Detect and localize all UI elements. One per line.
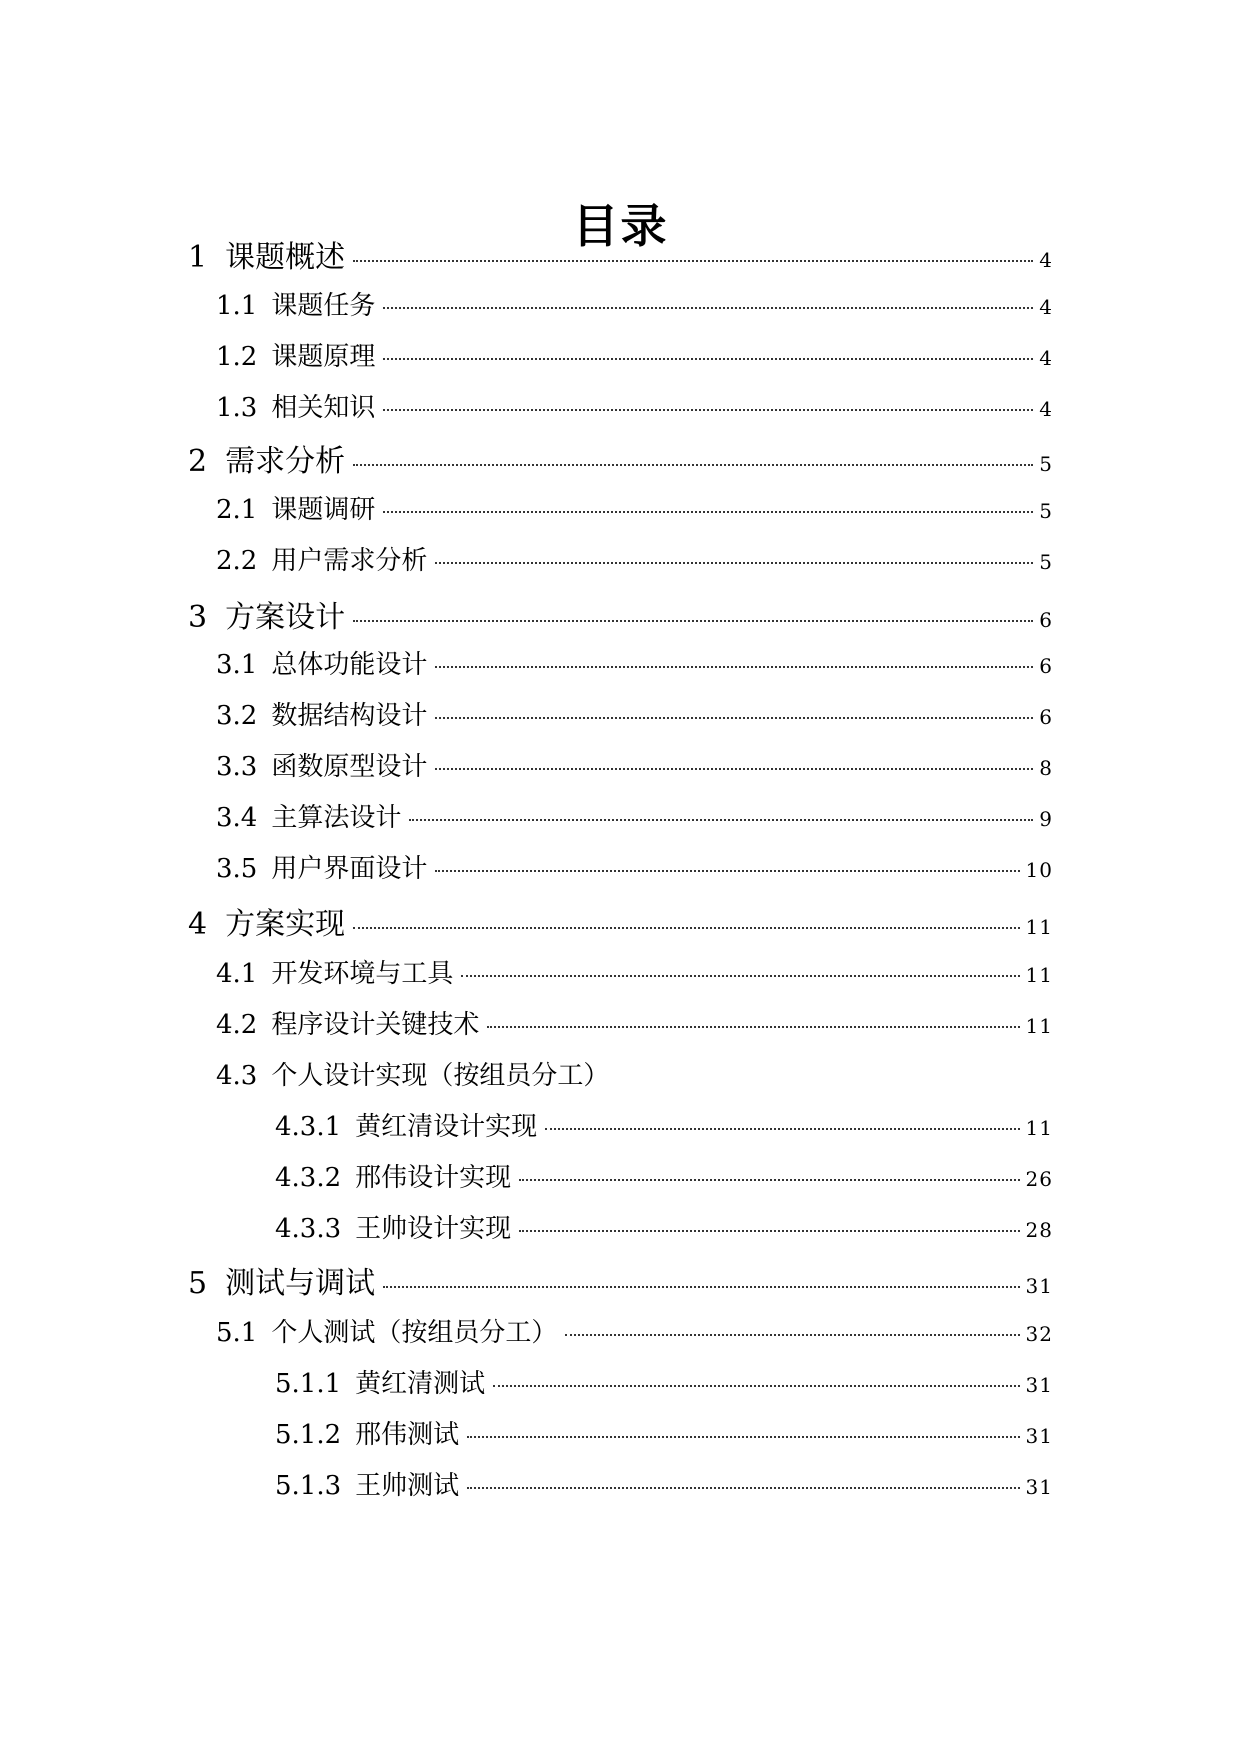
toc-number: 3.1: [216, 650, 258, 680]
toc-title: 方案设计: [225, 600, 346, 635]
toc-number: 1.3: [216, 393, 258, 423]
toc-entry-5-1[interactable]: [216, 1312, 1053, 1349]
toc-page-number: 11: [1025, 1014, 1053, 1038]
toc-leader-dots: [383, 409, 1033, 411]
toc-title: 邢伟测试: [355, 1420, 460, 1450]
toc-entry-2-1[interactable]: [216, 489, 1053, 526]
toc-entry-3-1[interactable]: [216, 644, 1053, 681]
toc-entry-4-2[interactable]: [216, 1004, 1053, 1041]
toc-leader-dots: [565, 1334, 1019, 1336]
toc-title: 用户需求分析: [271, 546, 428, 576]
toc-number: 3.2: [216, 701, 258, 731]
toc-page-number: 11: [1025, 963, 1053, 987]
toc-number: 4.1: [216, 959, 258, 989]
toc-leader-dots: [435, 717, 1033, 719]
toc-entry-2[interactable]: [188, 436, 1053, 480]
toc-page-number: 6: [1039, 705, 1053, 729]
toc-page-number: 31: [1025, 1424, 1053, 1448]
toc-entry-1-1[interactable]: [216, 285, 1053, 322]
toc-title: 函数原型设计: [271, 752, 428, 782]
toc-entry-4-3-3[interactable]: [275, 1208, 1053, 1245]
toc-number: 1.2: [216, 342, 258, 372]
toc-number: 5.1.3: [275, 1471, 342, 1501]
toc-page-number: 28: [1025, 1218, 1053, 1242]
toc-page-number: 6: [1039, 654, 1053, 678]
toc-number: 3.4: [216, 803, 258, 833]
toc-leader-dots: [461, 975, 1019, 977]
toc-leader-dots: [435, 768, 1033, 770]
toc-page-number: 4: [1039, 295, 1053, 319]
toc-page-number: 31: [1025, 1274, 1053, 1298]
toc-entry-4-1[interactable]: [216, 953, 1053, 990]
toc-number: 2.1: [216, 495, 258, 525]
toc-page-number: 11: [1025, 915, 1053, 939]
toc-leader-dots: [435, 666, 1033, 668]
toc-number: 5.1: [216, 1318, 258, 1348]
toc-leader-dots: [493, 1385, 1019, 1387]
toc-number: 5: [188, 1266, 208, 1301]
toc-page-number: 5: [1039, 499, 1053, 523]
toc-page-number: 10: [1025, 858, 1053, 882]
toc-leader-dots: [409, 819, 1033, 821]
toc-title: 需求分析: [225, 444, 346, 479]
toc-page-number: 31: [1025, 1373, 1053, 1397]
toc-title: 王帅测试: [355, 1471, 460, 1501]
toc-title: 总体功能设计: [271, 650, 428, 680]
toc-number: 5.1.2: [275, 1420, 342, 1450]
toc-leader-dots: [353, 260, 1033, 262]
toc-leader-dots: [519, 1179, 1019, 1181]
toc-title: 相关知识: [271, 393, 376, 423]
toc-page-number: 4: [1039, 248, 1053, 272]
toc-leader-dots: [353, 464, 1033, 466]
toc-title: 课题概述: [225, 240, 346, 275]
toc-number: 3: [188, 600, 208, 635]
toc-title: 王帅设计实现: [355, 1214, 512, 1244]
toc-page-number: 5: [1039, 452, 1053, 476]
toc-page-number: 5: [1039, 550, 1053, 574]
page-title: 目录: [572, 199, 669, 253]
toc-leader-dots: [383, 307, 1033, 309]
toc-title: 个人测试（按组员分工）: [271, 1318, 558, 1348]
toc-title: 开发环境与工具: [271, 959, 454, 989]
toc-page-number: 6: [1039, 608, 1053, 632]
toc-number: 4: [188, 907, 208, 942]
toc-number: 3.3: [216, 752, 258, 782]
toc-title: 黄红清测试: [355, 1369, 486, 1399]
toc-page-number: 8: [1039, 756, 1053, 780]
toc-leader-dots: [519, 1230, 1019, 1232]
toc-number: 4.3.2: [275, 1163, 342, 1193]
toc-entry-5-1-3[interactable]: [275, 1465, 1053, 1502]
toc-leader-dots: [383, 1286, 1019, 1288]
toc-entry-5[interactable]: [188, 1258, 1053, 1302]
toc-title: 方案实现: [225, 907, 346, 942]
toc-number: 3.5: [216, 854, 258, 884]
toc-entry-3-2[interactable]: [216, 695, 1053, 732]
toc-number: 4.2: [216, 1010, 258, 1040]
toc-number: 4.3.1: [275, 1112, 342, 1142]
toc-number: 2: [188, 444, 208, 479]
toc-leader-dots: [487, 1026, 1019, 1028]
toc-entry-5-1-2[interactable]: [275, 1414, 1053, 1451]
toc-number: 2.2: [216, 546, 258, 576]
toc-entry-2-2[interactable]: [216, 540, 1053, 577]
toc-entry-3-4[interactable]: [216, 797, 1053, 834]
toc-entry-3-3[interactable]: [216, 746, 1053, 783]
toc-entry-3[interactable]: [188, 592, 1053, 636]
toc-title: 用户界面设计: [271, 854, 428, 884]
toc-title: 黄红清设计实现: [355, 1112, 538, 1142]
toc-entry-1-2[interactable]: [216, 336, 1053, 373]
toc-leader-dots: [467, 1487, 1019, 1489]
toc-title: 主算法设计: [271, 803, 402, 833]
toc-number: 4.3: [216, 1061, 258, 1091]
toc-page-number: 4: [1039, 346, 1053, 370]
toc-title: 课题调研: [271, 495, 376, 525]
toc-entry-4-3-2[interactable]: [275, 1157, 1053, 1194]
toc-leader-dots: [467, 1436, 1019, 1438]
toc-page-number: 9: [1039, 807, 1053, 831]
toc-entry-3-5[interactable]: [216, 848, 1053, 885]
toc-title: 课题原理: [271, 342, 376, 372]
toc-title: 数据结构设计: [271, 701, 428, 731]
toc-page-number: 11: [1025, 1116, 1053, 1140]
toc-page-number: 4: [1039, 397, 1053, 421]
toc-number: 1.1: [216, 291, 258, 321]
toc-page-number: 31: [1025, 1475, 1053, 1499]
toc-title: 测试与调试: [225, 1266, 376, 1301]
toc-entry-4-3[interactable]: [216, 1055, 1053, 1092]
toc-leader-dots: [383, 511, 1033, 513]
toc-entry-1[interactable]: [188, 232, 1053, 276]
toc-entry-5-1-1[interactable]: [275, 1363, 1053, 1400]
toc-title: 程序设计关键技术: [271, 1010, 480, 1040]
toc-leader-dots: [545, 1128, 1019, 1130]
toc-number: 1: [188, 240, 208, 275]
toc-leader-dots: [353, 620, 1033, 622]
toc-number: 4.3.3: [275, 1214, 342, 1244]
toc-page-number: 32: [1025, 1322, 1053, 1346]
toc-entry-4[interactable]: [188, 899, 1053, 943]
toc-entry-4-3-1[interactable]: [275, 1106, 1053, 1143]
toc-leader-dots: [435, 870, 1019, 872]
toc-number: 5.1.1: [275, 1369, 342, 1399]
toc-page-number: 26: [1025, 1167, 1053, 1191]
toc-title: 个人设计实现（按组员分工）: [271, 1061, 610, 1091]
toc-leader-dots: [353, 927, 1019, 929]
toc-title: 课题任务: [271, 291, 376, 321]
toc-title: 邢伟设计实现: [355, 1163, 512, 1193]
toc-entry-1-3[interactable]: [216, 387, 1053, 424]
toc-leader-dots: [383, 358, 1033, 360]
toc-leader-dots: [435, 562, 1033, 564]
